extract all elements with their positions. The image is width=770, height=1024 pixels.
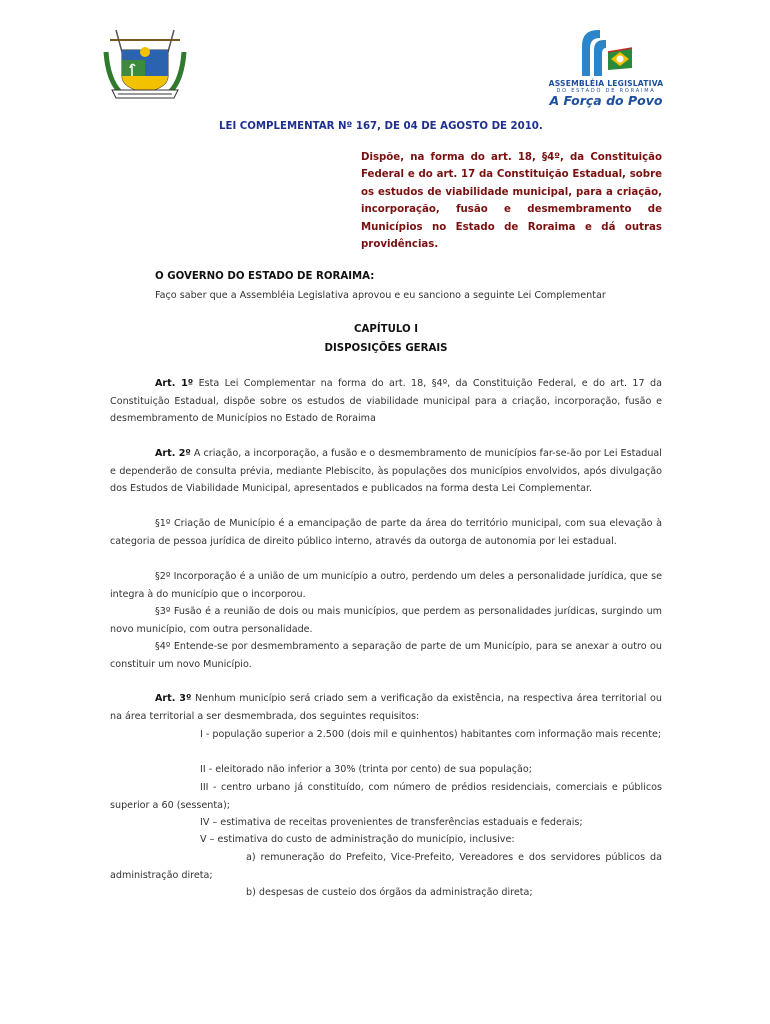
assembleia-legislativa-logo-icon xyxy=(572,26,638,76)
law-title: LEI COMPLEMENTAR Nº 167, DE 04 DE AGOSTO DE 2010. xyxy=(219,121,543,132)
article-1-label: Art. 1º xyxy=(155,378,194,389)
governo-heading: O GOVERNO DO ESTADO DE RORAIMA: xyxy=(155,271,375,282)
article-1-text: Esta Lei Complementar na forma do art. 18, §4º, da Constituição Federal, e do art. 17 da Constituição Estadual, dispõe sobre os estudos de viabilidade municipal para a criação, incorporação, fusão e desmembramento de Municípios no Estado de Roraima xyxy=(110,378,662,425)
article-2-paragraph-2 xyxy=(110,568,662,603)
article-3-item-v-b xyxy=(110,884,662,902)
article-3-item-iii-text: III - centro urbano já constituído, com número de prédios residenciais, comerciais e públicos superior a 60 (sessenta); xyxy=(110,782,662,811)
article-3 xyxy=(110,690,662,725)
article-3-item-v-text: V – estimativa do custo de administração do município, inclusive: xyxy=(200,834,515,845)
article-3-item-iv xyxy=(110,814,662,832)
article-3-item-ii-text: II - eleitorado não inferior a 30% (trinta por cento) de sua população; xyxy=(200,764,532,775)
article-3-item-v-b-text: b) despesas de custeio dos órgãos da administração direta; xyxy=(246,887,533,898)
article-2-paragraph-2-text: §2º Incorporação é a união de um município a outro, perdendo um deles a personalidade jurídica, que se integra à do município que o incorporou. xyxy=(110,571,662,600)
article-2 xyxy=(110,445,662,498)
article-1 xyxy=(110,375,662,428)
article-3-text: Nenhum município será criado sem a verificação da existência, na respectiva área territorial ou na área territorial a ser desmembrada, dos seguintes requisitos: xyxy=(110,693,662,722)
article-2-text: A criação, a incorporação, a fusão e o desmembramento de municípios far-se-ão por Lei Estadual e dependerão de consulta prévia, mediante Plebiscito, às populações dos municípios envolvidos, após divulgação dos Estudos de Viabilidade Municipal, apresentados e publicados na forma desta Lei Complementar. xyxy=(110,448,662,495)
article-2-paragraph-3-text: §3º Fusão é a reunião de dois ou mais municípios, que perdem as personalidades jurídicas, surgindo um novo município, com outra personalidade. xyxy=(110,606,662,635)
chapter-number: CAPÍTULO I xyxy=(354,324,418,335)
article-2-paragraph-4 xyxy=(110,638,662,673)
enactment-clause: Faço saber que a Assembléia Legislativa aprovou e eu sanciono a seguinte Lei Complementar xyxy=(155,290,606,301)
article-3-item-iv-text: IV – estimativa de receitas provenientes de transferências estaduais e federais; xyxy=(200,817,583,828)
article-3-item-i-text: I - população superior a 2.500 (dois mil e quinhentos) habitantes com informação mais recente; xyxy=(200,729,662,740)
article-3-item-v-a-text: a) remuneração do Prefeito, Vice-Prefeito, Vereadores e dos servidores públicos da administração direta; xyxy=(110,852,662,881)
article-2-paragraph-4-text: §4º Entende-se por desmembramento a separação de parte de um Município, para se anexar a outro ou constituir um novo Município. xyxy=(110,641,662,670)
law-ementa: Dispõe, na forma do art. 18, §4º, da Constituição Federal e do art. 17 da Constituição Estadual, sobre os estudos de viabilidade municipal, para a criação, incorporação, fusão e desmembramento de Municípios no Estado de Roraima e dá outras providências. xyxy=(361,152,662,251)
assembleia-logo xyxy=(548,26,664,108)
chapter-title: DISPOSIÇÕES GERAIS xyxy=(324,343,448,354)
article-3-item-ii xyxy=(110,761,662,779)
article-2-paragraph-3 xyxy=(110,603,662,638)
article-3-label: Art. 3º xyxy=(155,693,192,704)
roraima-coat-of-arms-icon xyxy=(102,22,188,104)
article-3-item-v-a xyxy=(110,849,662,884)
logo-slogan: A Força do Povo xyxy=(549,93,663,108)
logo-line-2: DO ESTADO DE RORAIMA xyxy=(556,88,656,94)
article-2-paragraph-1-text: §1º Criação de Município é a emancipação de parte da área do território municipal, com sua elevação à categoria de pessoa jurídica de direito público interno, através da outorga de autonomia por lei estadual. xyxy=(110,518,662,547)
article-3-item-iii xyxy=(110,779,662,814)
article-2-label: Art. 2º xyxy=(155,448,191,459)
article-3-item-i xyxy=(110,726,662,744)
article-2-paragraph-1 xyxy=(110,515,662,550)
logo-line-1: ASSEMBLÉIA LEGISLATIVA xyxy=(548,79,664,88)
article-3-item-v xyxy=(110,831,662,849)
